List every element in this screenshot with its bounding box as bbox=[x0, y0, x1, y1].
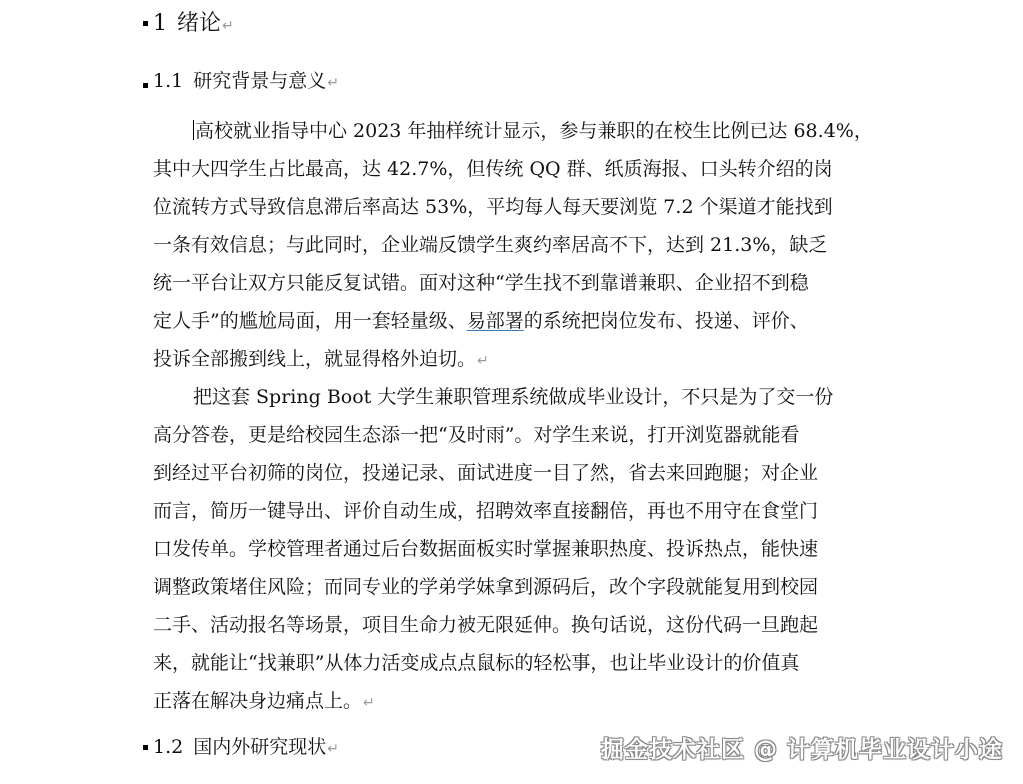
line-text: 的系统把岗位发布、投递、评价、 bbox=[523, 310, 809, 332]
paragraph-line bbox=[153, 112, 877, 150]
watermark: 掘金技术社区 @ 计算机毕业设计小途 bbox=[600, 737, 1003, 763]
paragraph-line: 而言，简历一键导出、评价自动生成，招聘效率直接翻倍，再也不用守在食堂门 bbox=[153, 500, 819, 522]
paragraph-line: 统一平台让双方只能反复试错。面对这种“学生找不到靠谱兼职、企业招不到稳 bbox=[153, 272, 809, 294]
body-paragraph-1[interactable] bbox=[153, 112, 877, 380]
paragraph-mark-icon: ↵ bbox=[222, 18, 234, 34]
line-text: 高校就业指导中心 2023 年抽样统计显示，参与兼职的在校生比例已达 68.4%， bbox=[195, 120, 873, 142]
paragraph-line bbox=[153, 302, 877, 340]
paragraph-line: 到经过平台初筛的岗位，投递记录、面试进度一目了然，省去来回跑腿；对企业 bbox=[153, 462, 819, 484]
chapter-number: 1 bbox=[153, 11, 167, 36]
section-heading-1-1[interactable] bbox=[153, 67, 339, 97]
paragraph-line bbox=[153, 340, 877, 380]
text-cursor bbox=[193, 120, 194, 140]
paragraph-mark-icon: ↵ bbox=[327, 75, 339, 91]
body-paragraph-2[interactable] bbox=[153, 378, 877, 722]
paragraph-line bbox=[153, 682, 877, 722]
line-text: 定人手”的尴尬局面，用一套轻量级、 bbox=[153, 310, 467, 332]
paragraph-line: 一条有效信息；与此同时，企业端反馈学生爽约率居高不下，达到 21.3%，缺乏 bbox=[153, 234, 828, 256]
chapter-title: 绪论 bbox=[177, 11, 222, 36]
line-text: 正落在解决身边痛点上。 bbox=[153, 690, 363, 712]
heading-bullet bbox=[143, 745, 148, 750]
section-number: 1.1 bbox=[153, 70, 184, 92]
section-number: 1.2 bbox=[153, 736, 184, 758]
paragraph-line: 位流转方式导致信息滞后率高达 53%，平均每人每天要浏览 7.2 个渠道才能找到 bbox=[153, 196, 833, 218]
paragraph-line: 来，就能让“找兼职”从体力活变成点点鼠标的轻松事，也让毕业设计的价值真 bbox=[153, 652, 800, 674]
section-title: 国内外研究现状 bbox=[193, 736, 327, 758]
paragraph-mark-icon: ↵ bbox=[477, 353, 489, 369]
section-title: 研究背景与意义 bbox=[193, 70, 327, 92]
chapter-heading[interactable] bbox=[153, 8, 234, 42]
paragraph-line: 口发传单。学校管理者通过后台数据面板实时掌握兼职热度、投诉热点，能快速 bbox=[153, 538, 819, 560]
section-heading-1-2[interactable] bbox=[153, 733, 339, 763]
paragraph-line: 高分答卷，更是给校园生态添一把“及时雨”。对学生来说，打开浏览器就能看 bbox=[153, 424, 800, 446]
spelling-underlined-word[interactable]: 易部署 bbox=[466, 310, 524, 332]
paragraph-mark-icon: ↵ bbox=[327, 741, 339, 757]
paragraph-line: 其中大四学生占比最高，达 42.7%，但传统 QQ 群、纸质海报、口头转介绍的岗 bbox=[153, 158, 833, 180]
paragraph-mark-icon: ↵ bbox=[363, 695, 375, 711]
paragraph-line: 把这套 Spring Boot 大学生兼职管理系统做成毕业设计，不只是为了交一份 bbox=[193, 386, 834, 408]
line-text: 投诉全部搬到线上，就显得格外迫切。 bbox=[153, 348, 477, 370]
paragraph-line: 调整政策堵住风险；而同专业的学弟学妹拿到源码后，改个字段就能复用到校园 bbox=[153, 576, 819, 598]
heading-bullet bbox=[143, 21, 148, 26]
paragraph-line: 二手、活动报名等场景，项目生命力被无限延伸。换句话说，这份代码一旦跑起 bbox=[153, 614, 819, 636]
heading-bullet bbox=[143, 83, 148, 88]
